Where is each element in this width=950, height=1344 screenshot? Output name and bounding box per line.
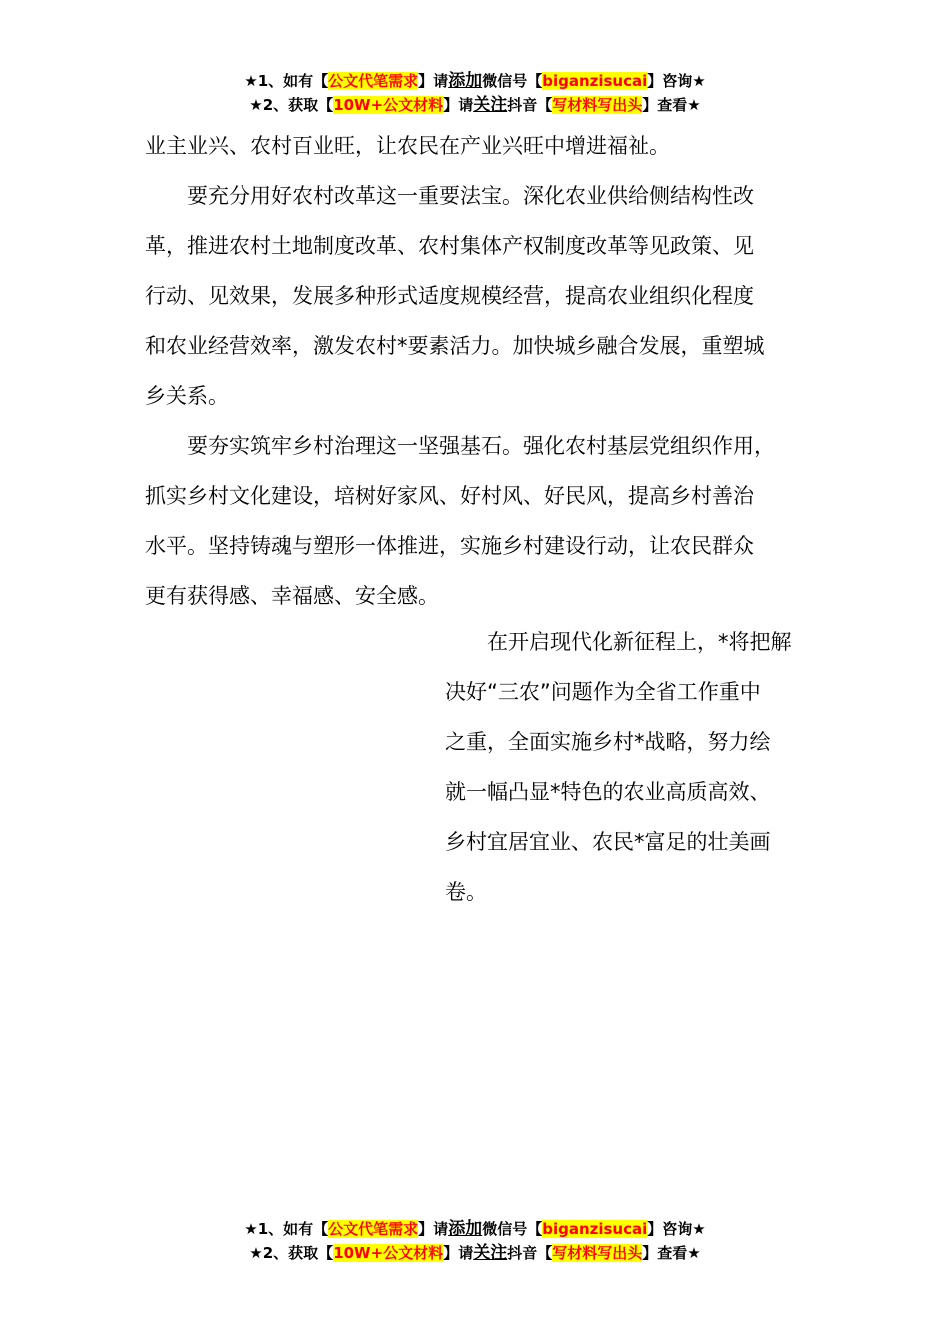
body-line: 乡关系。 [145, 384, 229, 408]
banner-line-2: ★2、获取【10W+公文材料】请关注抖音【写材料写出头】查看★ [249, 1243, 701, 1263]
footer-banner [0, 1217, 950, 1265]
closing-line: 之重，全面实施乡村*战略，努力绘 [445, 730, 771, 754]
body-line: 要充分用好农村改革这一重要法宝。深化农业供给侧结构性改 [145, 184, 754, 208]
body-line: 和农业经营效率，激发农村*要素活力。加快城乡融合发展，重塑城 [145, 334, 765, 358]
body-line: 更有获得感、幸福感、安全感。 [145, 584, 439, 608]
underline-follow: 关注 [473, 95, 508, 115]
body-line: 行动、见效果，发展多种形式适度规模经营，提高农业组织化程度 [145, 284, 754, 308]
highlight-douyin: 写材料写出头 [552, 1244, 643, 1262]
banner-line-2: ★2、获取【10W+公文材料】请关注抖音【写材料写出头】查看★ [249, 95, 701, 115]
body-line: 水平。坚持铸魂与塑形一体推进，实施乡村建设行动，让农民群众 [145, 534, 754, 558]
highlight-materials: 10W+公文材料 [333, 1244, 444, 1262]
banner-line-1: ★1、如有【公文代笔需求】请添加微信号【biganzisucai】咨询★ [244, 1219, 706, 1239]
body-line: 要夯实筑牢乡村治理这一坚强基石。强化农村基层党组织作用， [145, 434, 775, 458]
closing-line: 决好“三农”问题作为全省工作重中 [445, 680, 761, 704]
banner-line-1: ★1、如有【公文代笔需求】请添加微信号【biganzisucai】咨询★ [244, 71, 706, 91]
highlight-douyin: 写材料写出头 [552, 96, 643, 114]
closing-line: 卷。 [445, 880, 487, 904]
body-line: 业主业兴、农村百业旺，让农民在产业兴旺中增进福祉。 [145, 134, 670, 158]
closing-line: 在开启现代化新征程上，*将把解 [445, 630, 792, 654]
highlight-service: 公文代笔需求 [328, 1220, 419, 1238]
header-banner [0, 69, 950, 117]
closing-line: 乡村宜居宜业、农民*富足的壮美画 [445, 830, 771, 854]
body-line: 抓实乡村文化建设，培树好家风、好村风、好民风，提高乡村善治 [145, 484, 754, 508]
document-body [145, 121, 835, 621]
closing-line: 就一幅凸显*特色的农业高质高效、 [445, 780, 771, 804]
underline-add: 添加 [448, 71, 483, 91]
highlight-materials: 10W+公文材料 [333, 96, 444, 114]
underline-add: 添加 [448, 1219, 483, 1239]
body-line: 革，推进农村土地制度改革、农村集体产权制度改革等见政策、见 [145, 234, 754, 258]
closing-paragraph [445, 617, 825, 917]
highlight-wechat-id: biganzisucai [542, 72, 648, 90]
underline-follow: 关注 [473, 1243, 508, 1263]
highlight-wechat-id: biganzisucai [542, 1220, 648, 1238]
highlight-service: 公文代笔需求 [328, 72, 419, 90]
